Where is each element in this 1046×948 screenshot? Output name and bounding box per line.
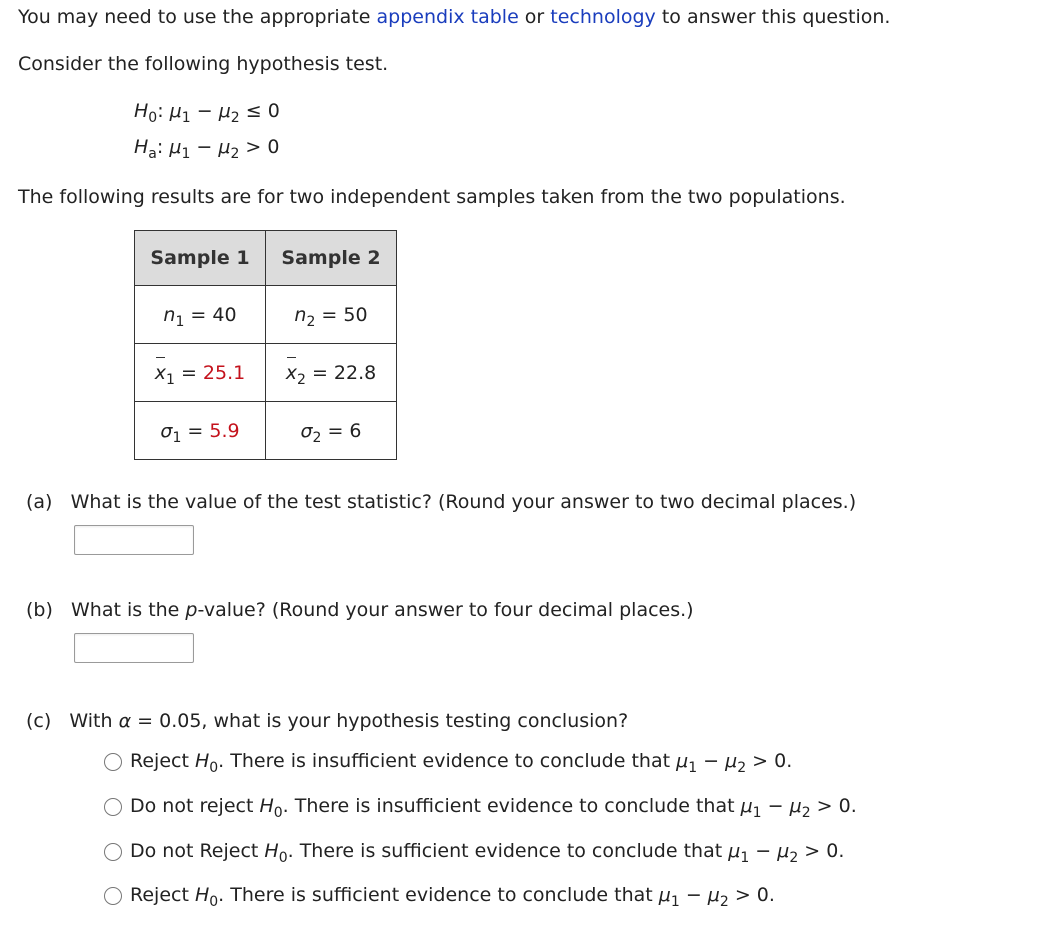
question-c: (c) With α = 0.05, what is your hypothesis testing conclusion?: [26, 710, 629, 732]
n2-cell: $n_2 = 50$: [266, 286, 397, 344]
n1-cell: $n_1 = 40$: [135, 286, 266, 344]
sigma1-value: 5.9: [209, 419, 240, 442]
null-hypothesis: $H_0$: $\mu_1 - \mu_2 \le 0$: [134, 100, 280, 126]
question-a: (a) What is the value of the test statistic? (Round your answer to two decimal places.): [26, 491, 857, 513]
technology-link[interactable]: technology: [550, 6, 656, 28]
alternative-hypothesis: $H_a$: $\mu_1 - \mu_2 > 0$: [134, 136, 280, 162]
xbar2-cell: $x_2 = 22.8$: [266, 344, 397, 402]
option-3-label[interactable]: Do not Reject $H_0$. There is sufficient evidence to conclude that $\mu_1 - \mu_2 > 0$.: [130, 840, 845, 866]
sample1-header: Sample 1: [135, 231, 266, 286]
option-1-radio[interactable]: [104, 753, 122, 771]
xbar1-value: 25.1: [202, 361, 246, 384]
consider-text: Consider the following hypothesis test.: [18, 53, 389, 75]
option-2-label[interactable]: Do not reject $H_0$. There is insufficient evidence to conclude that $\mu_1 - \mu_2 > 0$.: [130, 795, 857, 821]
xbar1-cell: $x_1 = 25.1$: [135, 344, 266, 402]
appendix-table-link[interactable]: appendix table: [376, 6, 519, 28]
option-4-radio[interactable]: [104, 887, 122, 905]
option-4-label[interactable]: Reject $H_0$. There is sufficient evidence to conclude that $\mu_1 - \mu_2 > 0$.: [130, 884, 775, 910]
question-b: (b) What is the p-value? (Round your answer to four decimal places.): [26, 599, 694, 621]
intro-line: You may need to use the appropriate appendix table or technology to answer this question.: [18, 6, 891, 28]
sample2-header: Sample 2: [266, 231, 397, 286]
option-3-radio[interactable]: [104, 843, 122, 861]
test-statistic-input[interactable]: [74, 525, 194, 555]
option-2-radio[interactable]: [104, 798, 122, 816]
samples-table: [134, 230, 397, 460]
results-text: The following results are for two independent samples taken from the two populations.: [18, 186, 846, 208]
option-1-label[interactable]: Reject $H_0$. There is insufficient evidence to conclude that $\mu_1 - \mu_2 > 0$.: [130, 750, 793, 776]
sigma1-cell: $\sigma_1 = 5.9$: [135, 402, 266, 460]
p-value-input[interactable]: [74, 633, 194, 663]
sigma2-cell: $\sigma_2 = 6$: [266, 402, 397, 460]
